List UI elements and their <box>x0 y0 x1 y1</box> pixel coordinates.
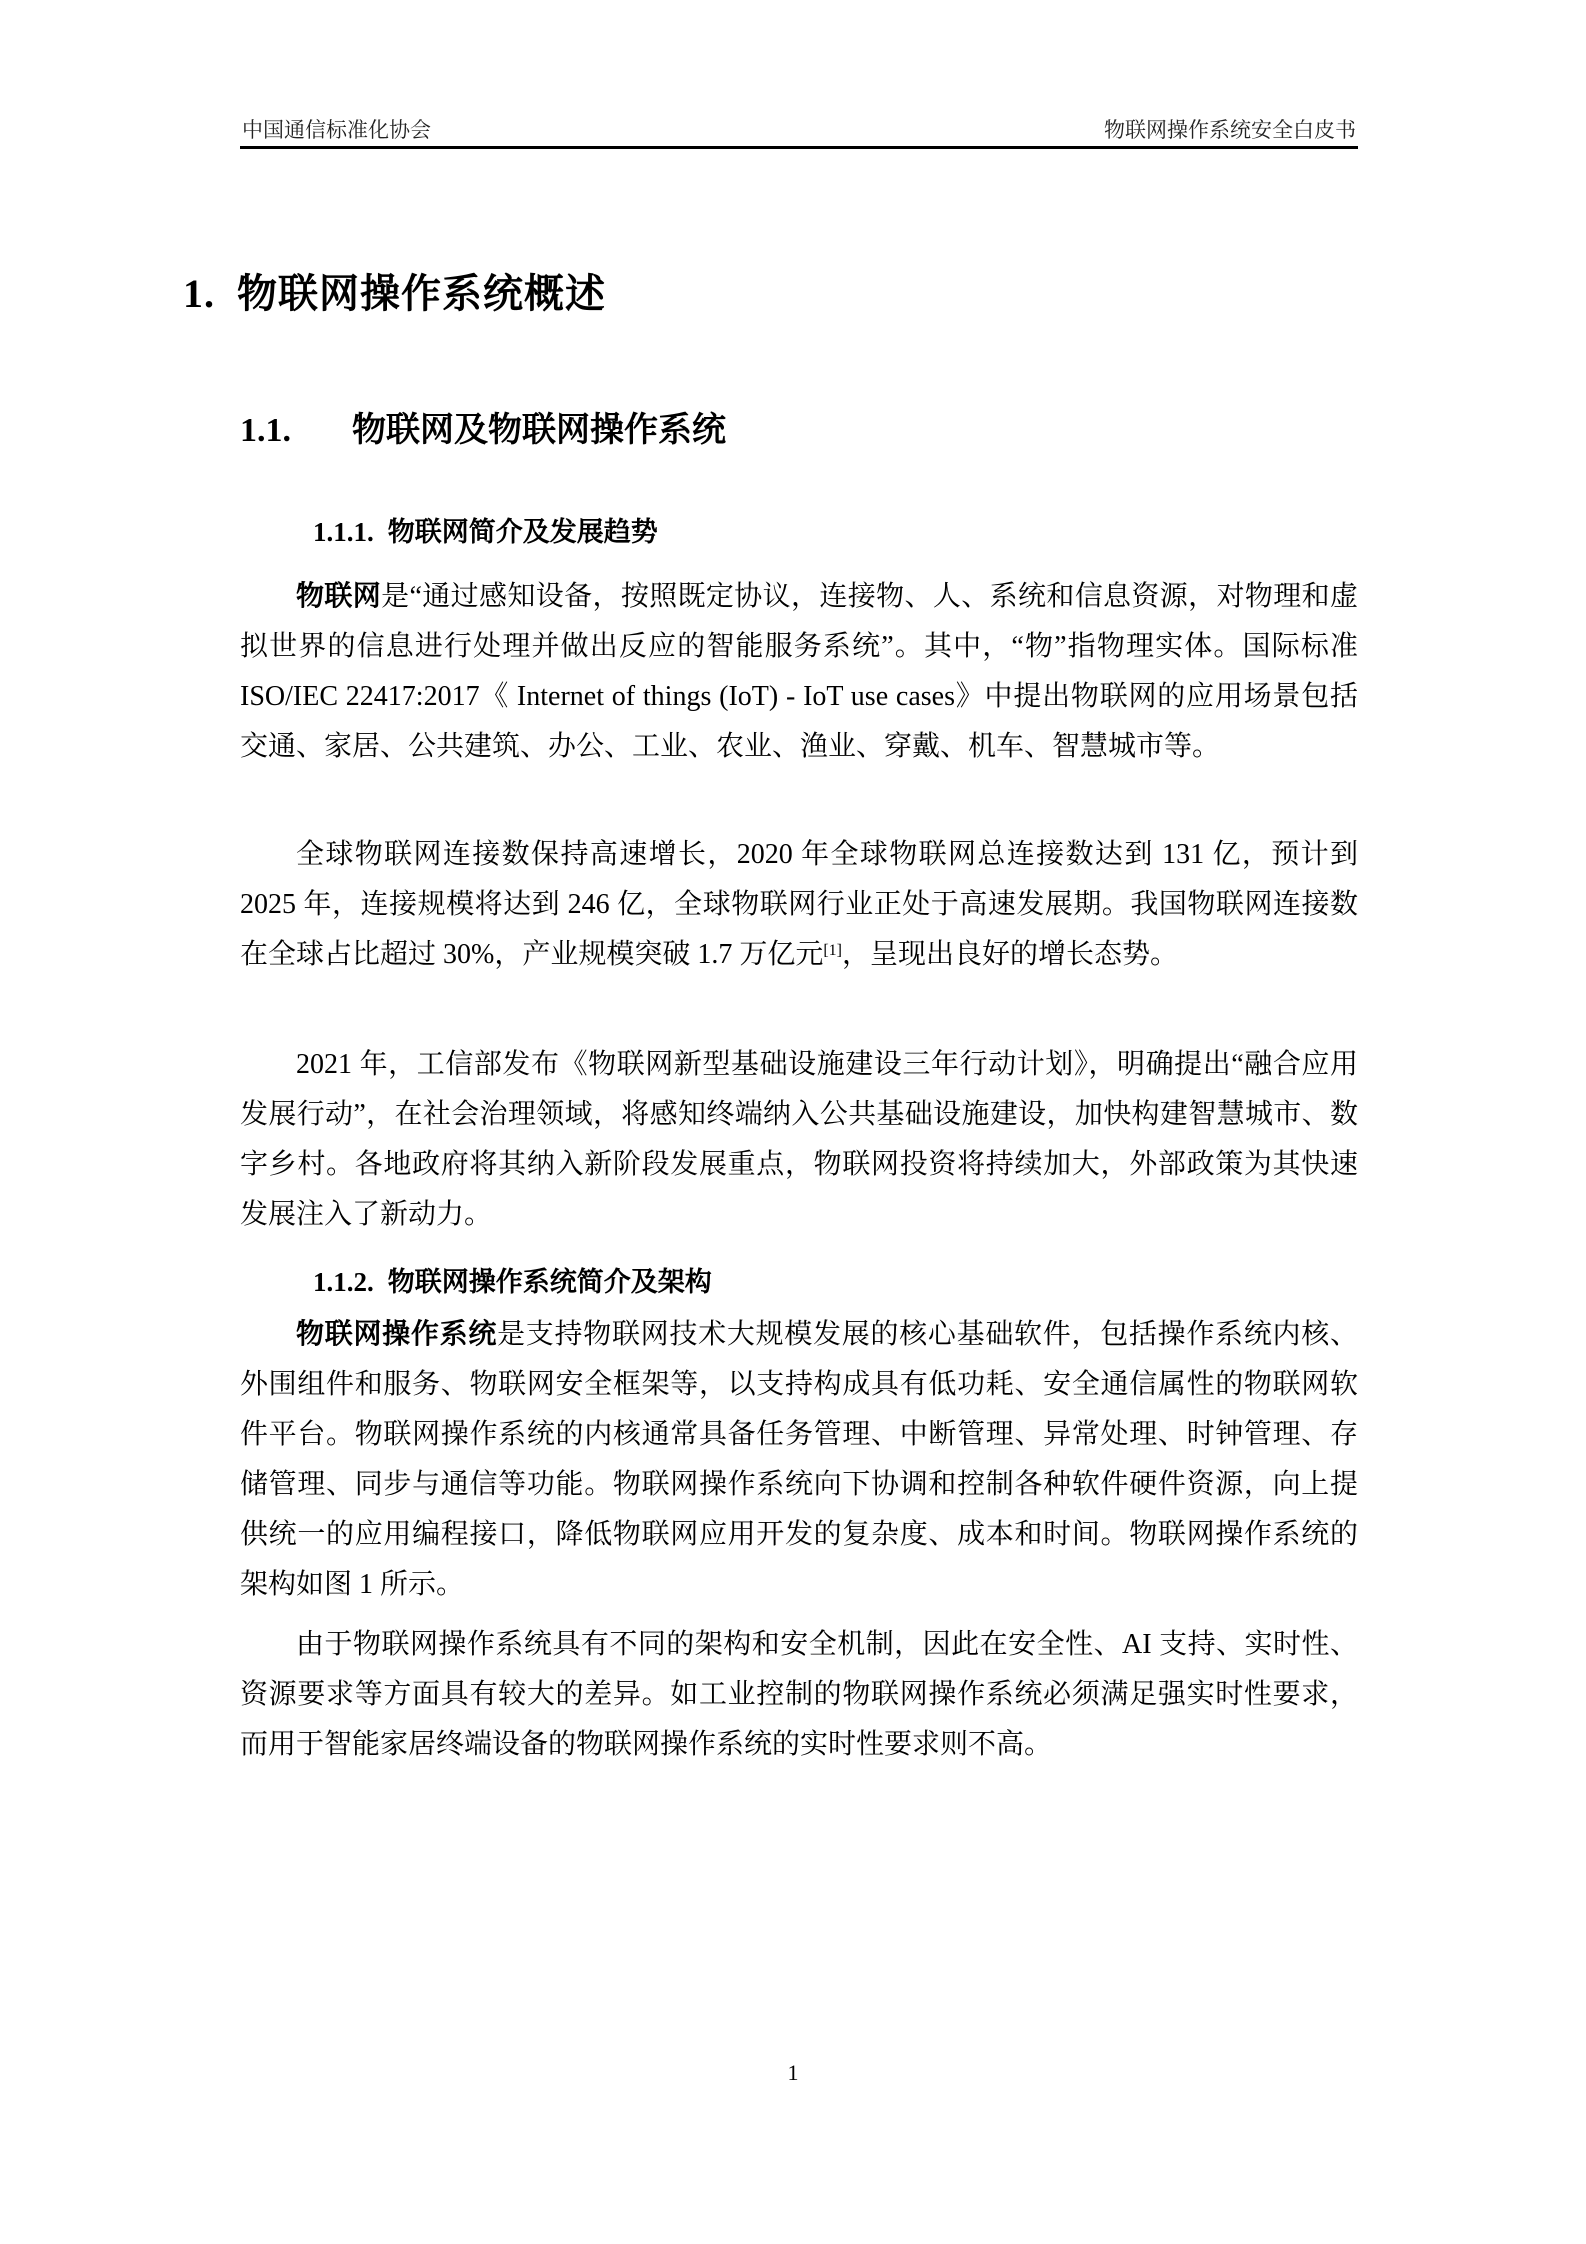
paragraph-iot-os-differences <box>240 1620 1358 1770</box>
subsection-title: 物联网操作系统简介及架构 <box>387 1267 712 1297</box>
header-document-title: 物联网操作系统安全白皮书 <box>1104 118 1356 142</box>
paragraph-text: 是支持物联网技术大规模发展的核心基础软件，包括操作系统内核、外围组件和服务、物联网安全框架等，以支持构成具有低功耗、安全通信属性的物联网软件平台。物联网操作系统的内核通常具备任务管理、中断管理、异常处理、时钟管理、存储管理、同步与通信等功能。物联网操作系统向下协调和控制各种软件硬件资源，向上提供统一的应用编程接口，降低物联网应用开发的复杂度、成本和时间。物联网操作系统的架构如图 1 所示。 <box>240 1319 1358 1600</box>
paragraph-iot-definition <box>240 572 1358 772</box>
subsection-title: 物联网简介及发展趋势 <box>387 517 658 547</box>
page-header <box>240 112 1358 149</box>
bold-term: 物联网操作系统 <box>296 1319 498 1350</box>
section-number: 1.1. <box>240 412 291 449</box>
paragraph-text: 是“通过感知设备，按照既定协议，连接物、人、系统和信息资源，对物理和虚拟世界的信息进行处理并做出反应的智能服务系统”。其中，“物”指物理实体。国际标准 ISO/IEC 22417:2017《 Internet of things (IoT) - IoT use cases》中提出物联网的应用场景包括交通、家居、公共建筑、办公、工业、农业、渔业、穿戴、机车、智慧城市等。 <box>240 581 1358 762</box>
subsection-number: 1.1.2. <box>313 1267 374 1297</box>
chapter-title: 物联网操作系统概述 <box>237 271 606 316</box>
subsection-number: 1.1.1. <box>313 517 374 547</box>
paragraph-iot-os-definition <box>240 1310 1358 1610</box>
chapter-number: 1. <box>183 271 215 316</box>
section-heading <box>240 402 726 451</box>
chapter-heading <box>183 262 606 319</box>
paragraph-text: 由于物联网操作系统具有不同的架构和安全机制，因此在安全性、AI 支持、实时性、资源要求等方面具有较大的差异。如工业控制的物联网操作系统必须满足强实时性要求，而用于智能家居终端设备的物联网操作系统的实时性要求则不高。 <box>240 1629 1358 1760</box>
page-number: 1 <box>787 2060 799 2085</box>
subsection-heading-2 <box>313 1260 712 1299</box>
section-title: 物联网及物联网操作系统 <box>352 412 726 449</box>
paragraph-iot-policy <box>240 1040 1358 1240</box>
header-organization: 中国通信标准化协会 <box>242 118 431 142</box>
paragraph-text: 2021 年，工信部发布《物联网新型基础设施建设三年行动计划》，明确提出“融合应用发展行动”，在社会治理领域，将感知终端纳入公共基础设施建设，加快构建智慧城市、数字乡村。各地政府将其纳入新阶段发展重点，物联网投资将持续加大，外部政策为其快速发展注入了新动力。 <box>240 1049 1358 1230</box>
subsection-heading-1 <box>313 510 658 549</box>
paragraph-text: ，呈现出良好的增长态势。 <box>841 939 1178 970</box>
bold-term: 物联网 <box>296 581 382 612</box>
citation-ref[interactable]: [1] <box>823 942 842 959</box>
paragraph-text: 全球物联网连接数保持高速增长，2020 年全球物联网总连接数达到 131 亿，预计到 2025 年，连接规模将达到 246 亿，全球物联网行业正处于高速发展期。我国物联网连接数在全球占比超过 30%，产业规模突破 1.7 万亿元 <box>240 839 1358 970</box>
paragraph-iot-growth <box>240 830 1358 980</box>
